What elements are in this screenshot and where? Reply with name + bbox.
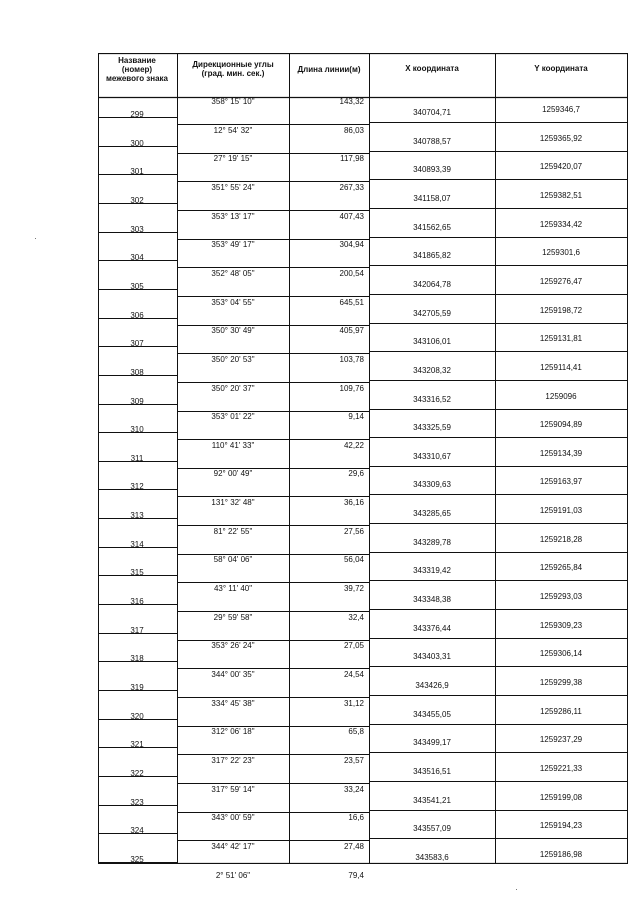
line-length: 9,14 [348, 412, 364, 421]
point-name: 307 [130, 339, 144, 348]
x-coordinate: 343557,09 [413, 824, 451, 833]
point-name: 299 [130, 110, 144, 119]
direction-angle: 27° 19' 15" [213, 154, 253, 163]
header-x: X координата [405, 64, 459, 73]
direction-angle: 343° 00' 59" [211, 813, 255, 822]
y-coordinate: 1259301,6 [542, 248, 580, 257]
direction-angle: 312° 06' 18" [211, 727, 255, 736]
header-angle-line2: (град. мин. сек.) [201, 69, 265, 78]
point-name: 310 [130, 425, 144, 434]
x-coordinate: 341562,65 [413, 223, 451, 232]
y-coordinate: 1259286,11 [540, 707, 582, 716]
x-coordinate: 343583,6 [415, 853, 449, 862]
direction-angle: 110° 41' 33" [211, 441, 255, 450]
x-coordinate: 342064,78 [413, 280, 451, 289]
y-coordinate: 1259131,81 [539, 334, 583, 343]
direction-angle: 350° 30' 49" [211, 326, 255, 335]
line-length: 117,98 [340, 154, 364, 163]
y-coordinate: 1259237,29 [539, 735, 583, 744]
direction-angle: 350° 20' 37" [211, 384, 255, 393]
y-coordinate: 1259199,08 [539, 793, 583, 802]
x-coordinate: 343309,63 [413, 480, 451, 489]
direction-angle: 352° 48' 05" [211, 269, 255, 278]
line-length: 32,4 [348, 613, 364, 622]
direction-angle: 43° 11' 40" [213, 584, 253, 593]
point-name: 325 [130, 855, 144, 864]
point-name: 306 [130, 311, 144, 320]
direction-angle: 353° 49' 17" [211, 240, 255, 249]
point-name: 317 [130, 626, 144, 635]
x-coordinate: 342705,59 [413, 309, 451, 318]
y-coordinate: 1259114,41 [540, 363, 582, 372]
y-coordinate: 1259221,33 [539, 764, 583, 773]
point-name: 316 [130, 597, 144, 606]
line-length: 200,54 [339, 269, 364, 278]
direction-angle: 317° 22' 23" [211, 756, 255, 765]
direction-angle-last: 2° 51' 06" [215, 871, 251, 880]
point-name: 300 [130, 139, 144, 148]
x-coordinate: 340893,39 [413, 165, 451, 174]
line-length: 65,8 [348, 727, 364, 736]
point-name: 323 [130, 798, 144, 807]
point-name: 315 [130, 568, 144, 577]
y-coordinate: 1259293,03 [539, 592, 583, 601]
direction-angle: 344° 00' 35" [211, 670, 255, 679]
direction-angle: 12° 54' 32" [213, 126, 253, 135]
line-length-last: 79,4 [348, 871, 364, 880]
direction-angle: 351° 55' 24" [211, 183, 255, 192]
direction-angle: 353° 13' 17" [211, 212, 255, 221]
x-coordinate: 343319,42 [413, 566, 451, 575]
x-coordinate: 343325,59 [413, 423, 451, 432]
line-length: 56,04 [343, 555, 364, 564]
line-length: 304,94 [339, 240, 364, 249]
direction-angle: 334° 45' 38" [211, 699, 255, 708]
x-coordinate: 343106,01 [413, 337, 451, 346]
x-coordinate: 343316,52 [413, 395, 451, 404]
direction-angle: 29° 59' 58" [213, 613, 253, 622]
direction-angle: 317° 59' 14" [211, 785, 255, 794]
line-length: 645,51 [339, 298, 364, 307]
scan-speck [35, 238, 36, 239]
point-name: 308 [130, 368, 144, 377]
direction-angle: 81° 22' 55" [213, 527, 253, 536]
y-coordinate: 1259309,23 [539, 621, 583, 630]
direction-angle: 353° 01' 22" [211, 412, 255, 421]
y-coordinate: 1259096 [545, 392, 577, 401]
point-name: 303 [130, 225, 144, 234]
y-coordinate: 1259134,39 [539, 449, 583, 458]
direction-angle: 353° 04' 55" [211, 298, 255, 307]
x-coordinate: 343289,78 [413, 538, 451, 547]
x-coordinate: 341158,07 [413, 194, 451, 203]
point-name: 302 [130, 196, 144, 205]
point-name: 320 [130, 712, 144, 721]
point-name: 304 [130, 253, 144, 262]
x-coordinate: 343403,31 [413, 652, 451, 661]
direction-angle: 350° 20' 53" [211, 355, 255, 364]
x-coordinate: 343208,32 [413, 366, 451, 375]
x-coordinate: 343516,51 [413, 767, 451, 776]
y-coordinate: 1259346,7 [542, 105, 580, 114]
point-name: 312 [130, 482, 144, 491]
header-length: Длина линии(м) [297, 65, 361, 74]
line-length: 27,48 [343, 842, 364, 851]
x-coordinate: 340788,57 [413, 137, 451, 146]
line-length: 23,57 [343, 756, 364, 765]
point-name: 311 [130, 454, 144, 463]
coordinates-table [98, 53, 628, 880]
line-length: 405,97 [339, 326, 364, 335]
x-coordinate: 343348,38 [413, 595, 451, 604]
line-length: 143,32 [339, 97, 364, 106]
line-length: 27,56 [343, 527, 364, 536]
line-length: 42,22 [343, 441, 364, 450]
line-length: 24,54 [343, 670, 364, 679]
direction-angle: 344° 42' 17" [211, 842, 255, 851]
point-name: 321 [130, 740, 144, 749]
header-angle [178, 60, 288, 78]
y-coordinate: 1259094,89 [539, 420, 583, 429]
direction-angle: 92° 00' 49" [213, 469, 253, 478]
x-coordinate: 343499,17 [413, 738, 451, 747]
point-name: 301 [130, 167, 144, 176]
x-coordinate: 343426,9 [415, 681, 449, 690]
y-coordinate: 1259299,38 [539, 678, 583, 687]
y-coordinate: 1259420,07 [539, 162, 583, 171]
x-coordinate: 341865,82 [413, 251, 451, 260]
point-name: 314 [130, 540, 144, 549]
header-angle-line1: Дирекционные углы [192, 60, 274, 69]
line-length: 103,78 [339, 355, 364, 364]
point-name: 305 [130, 282, 144, 291]
line-length: 267,33 [339, 183, 364, 192]
header-name [98, 56, 176, 83]
y-coordinate: 1259334,42 [539, 220, 583, 229]
x-coordinate: 343376,44 [413, 624, 451, 633]
y-coordinate: 1259306,14 [539, 649, 583, 658]
line-length: 29,6 [348, 469, 364, 478]
line-length: 39,72 [343, 584, 364, 593]
y-coordinate: 1259194,23 [539, 821, 583, 830]
point-name: 319 [130, 683, 144, 692]
line-length: 33,24 [343, 785, 364, 794]
y-coordinate: 1259365,92 [539, 134, 583, 143]
line-length: 36,16 [343, 498, 364, 507]
x-coordinate: 340704,71 [413, 108, 451, 117]
y-coordinate: 1259218,28 [539, 535, 583, 544]
x-coordinate: 343455,05 [413, 710, 451, 719]
direction-angle: 353° 26' 24" [211, 641, 255, 650]
header-name-line2: (номер) [121, 65, 153, 74]
y-coordinate: 1259276,47 [539, 277, 583, 286]
y-coordinate: 1259198,72 [539, 306, 583, 315]
scan-speck [516, 889, 517, 890]
y-coordinate: 1259382,51 [539, 191, 583, 200]
point-name: 313 [130, 511, 144, 520]
header-name-line1: Название [118, 56, 156, 65]
direction-angle: 58° 04' 06" [213, 555, 253, 564]
x-coordinate: 343285,65 [413, 509, 451, 518]
y-coordinate: 1259265,84 [539, 563, 583, 572]
point-name: 324 [130, 826, 144, 835]
line-length: 86,03 [343, 126, 364, 135]
line-length: 109,76 [339, 384, 364, 393]
direction-angle: 358° 15' 10" [211, 97, 255, 106]
line-length: 16,6 [348, 813, 364, 822]
header-name-line3: межевого знака [105, 74, 169, 83]
line-length: 407,43 [339, 212, 364, 221]
x-coordinate: 343310,67 [413, 452, 451, 461]
header-y: Y координата [534, 64, 588, 73]
y-coordinate: 1259191,03 [539, 506, 583, 515]
line-length: 27,05 [343, 641, 364, 650]
point-name: 318 [130, 654, 144, 663]
direction-angle: 131° 32' 48" [211, 498, 255, 507]
line-length: 31,12 [343, 699, 364, 708]
x-coordinate: 343541,21 [413, 796, 451, 805]
y-coordinate: 1259163,97 [539, 477, 583, 486]
point-name: 309 [130, 397, 144, 406]
y-coordinate: 1259186,98 [539, 850, 583, 859]
point-name: 322 [130, 769, 144, 778]
